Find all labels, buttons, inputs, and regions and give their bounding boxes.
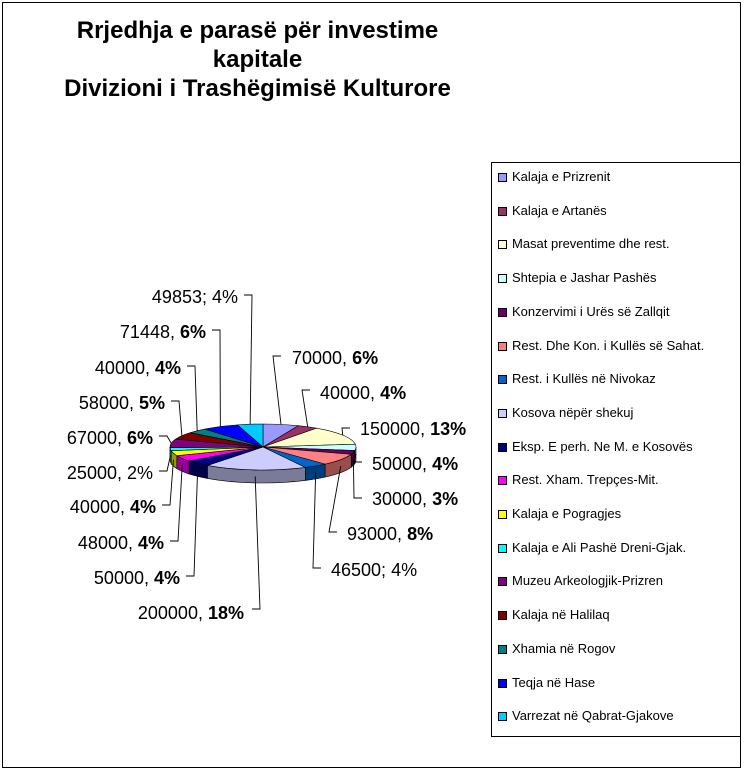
pie-tops: [170, 424, 356, 470]
legend-label: Xhamia në Rogov: [512, 640, 616, 656]
data-label-percent: 4%: [432, 454, 459, 474]
data-label-masat-preventime-dhe-rest: [360, 419, 466, 439]
data-label-percent: 4%: [154, 358, 181, 378]
data-label-percent: 4%: [129, 497, 156, 517]
chart-legend: [491, 162, 741, 737]
legend-label: Rest. Xham. Trepçes-Mit.: [512, 472, 659, 488]
legend-swatch: [498, 510, 507, 519]
legend-swatch: [498, 207, 507, 216]
data-label-kosova-neper-shekuj: [138, 603, 244, 623]
data-label-value: 48000,: [77, 533, 138, 553]
chart-title-line-2: kapitale: [212, 46, 303, 73]
legend-swatch: [498, 577, 507, 586]
legend-swatch: [498, 375, 507, 384]
leader-line-eksp-e-perh-ne-m-e-kosoves: [186, 470, 198, 576]
legend-swatch: [498, 342, 507, 351]
data-label-value: 50000,: [372, 454, 433, 474]
legend-swatch: [498, 476, 507, 485]
legend-label: Teqja në Hase: [512, 674, 596, 690]
data-label-rest-i-kulles-ne-nivokaz: [331, 560, 417, 580]
data-label-percent: 6%: [352, 348, 379, 368]
data-label-value: 40000,: [94, 358, 155, 378]
data-label-kalaja-e-prizrenit: [292, 348, 378, 368]
leader-line-teqja-ne-hase: [212, 330, 220, 427]
legend-label: Kosova nëpër shekuj: [512, 404, 634, 420]
legend-label: Shtepia e Jashar Pashës: [512, 270, 657, 286]
data-label-percent: 4%: [137, 533, 164, 553]
data-label-value: 40000,: [320, 383, 381, 403]
data-label-shtepia-e-jashar-pashes: [372, 454, 458, 474]
data-label-muzeu-arkeologjik-prizren: [67, 428, 153, 448]
data-label-value: 46500;: [331, 560, 392, 580]
data-label-percent: 4%: [211, 287, 238, 307]
data-label-value: 30000,: [372, 489, 433, 509]
data-label-percent: 6%: [126, 428, 153, 448]
chart-title-line-3: Divizioni i Trashëgimisë Kulturore: [64, 75, 451, 102]
data-label-percent: 13%: [430, 419, 467, 439]
legend-swatch: [498, 409, 507, 418]
data-label-value: 67000,: [66, 428, 127, 448]
leader-line-kalaja-e-prizrenit: [273, 356, 281, 424]
data-label-kalaja-ne-halilaq: [79, 393, 165, 413]
data-label-value: 40000,: [69, 497, 130, 517]
data-label-percent: 18%: [207, 603, 244, 623]
legend-label: Varrezat në Qabrat-Gjakove: [512, 708, 674, 724]
data-label-teqja-ne-hase: [120, 322, 206, 342]
data-label-rest-xham-trepces-mit: [78, 533, 164, 553]
legend-swatch: [498, 679, 507, 688]
data-label-xhamia-ne-rogov: [95, 358, 181, 378]
leader-line-kosova-neper-shekuj: [252, 476, 260, 609]
data-label-eksp-e-perh-ne-m-e-kosoves: [94, 568, 180, 588]
leader-line-masat-preventime-dhe-rest: [342, 428, 350, 435]
legend-label: Muzeu Arkeologjik-Prizren: [512, 573, 664, 589]
data-label-percent: 5%: [138, 393, 165, 413]
legend-swatch: [498, 173, 507, 182]
data-label-value: 200000,: [137, 603, 208, 623]
data-label-kalaja-e-ali-pashe-dreni-gjak: [67, 463, 153, 483]
data-label-percent: 4%: [153, 568, 180, 588]
legend-label: Kalaja e Artanës: [512, 202, 607, 218]
data-label-value: 150000,: [360, 419, 431, 439]
legend-label: Kalaja në Halilaq: [512, 607, 610, 623]
data-label-percent: 3%: [432, 489, 459, 509]
data-label-kalaja-e-pogragjes: [70, 497, 156, 517]
legend-swatch: [498, 274, 507, 283]
data-label-konzervimi-i-ures-se-zallqit: [372, 489, 458, 509]
leader-line-kalaja-e-ali-pashe-dreni-gjak: [159, 456, 170, 471]
legend-label: Konzervimi i Urës së Zallqit: [512, 303, 670, 319]
legend-label: Eksp. E perh. Ne M. e Kosovës: [512, 438, 693, 454]
data-label-varrezat-ne-qabrat-gjakove: [152, 287, 238, 307]
data-label-value: 49853;: [151, 287, 212, 307]
data-label-percent: 6%: [179, 322, 206, 342]
data-label-value: 70000,: [292, 348, 353, 368]
legend-swatch: [498, 443, 507, 452]
data-label-value: 58000,: [78, 393, 139, 413]
leader-line-muzeu-arkeologjik-prizren: [159, 436, 171, 443]
legend-swatch: [498, 544, 507, 553]
data-label-value: 93000,: [347, 524, 408, 544]
data-label-value: 25000,: [66, 463, 127, 483]
legend-swatch: [498, 645, 507, 654]
leader-line-kalaja-e-artanes: [302, 390, 310, 427]
legend-label: Kalaja e Pogragjes: [512, 506, 622, 521]
chart-title-line-1: Rrjedhja e parasë për investime: [76, 17, 439, 44]
legend-label: Rest. Dhe Kon. i Kullës së Sahat.: [512, 337, 705, 353]
data-label-percent: 4%: [380, 383, 407, 403]
leader-line-xhamia-ne-rogov: [187, 366, 197, 431]
legend-label: Kalaja e Ali Pashë Dreni-Gjak.: [512, 539, 687, 555]
leader-line-kalaja-ne-halilaq: [171, 401, 182, 436]
legend-swatch: [498, 308, 507, 317]
data-label-value: 71448,: [119, 322, 180, 342]
legend-swatch: [498, 240, 507, 249]
data-label-value: 50000,: [93, 568, 154, 588]
data-label-percent: 2%: [126, 463, 153, 483]
data-label-percent: 4%: [391, 560, 418, 580]
legend-swatch: [498, 712, 507, 721]
data-label-rest-dhe-kon-i-kulles-se-sahat: [347, 524, 433, 544]
legend-swatch: [498, 611, 507, 620]
leader-line-konzervimi-i-ures-se-zallqit: [353, 459, 362, 498]
legend-label: Rest. i Kullës në Nivokaz: [512, 371, 656, 387]
data-label-percent: 8%: [407, 524, 434, 544]
data-label-kalaja-e-artanes: [320, 383, 406, 403]
leader-line-varrezat-ne-qabrat-gjakove: [244, 295, 252, 424]
legend-label: Kalaja e Prizrenit: [512, 169, 611, 184]
legend-label: Masat preventime dhe rest.: [512, 236, 670, 252]
leader-line-rest-i-kulles-ne-nivokaz: [313, 472, 321, 568]
